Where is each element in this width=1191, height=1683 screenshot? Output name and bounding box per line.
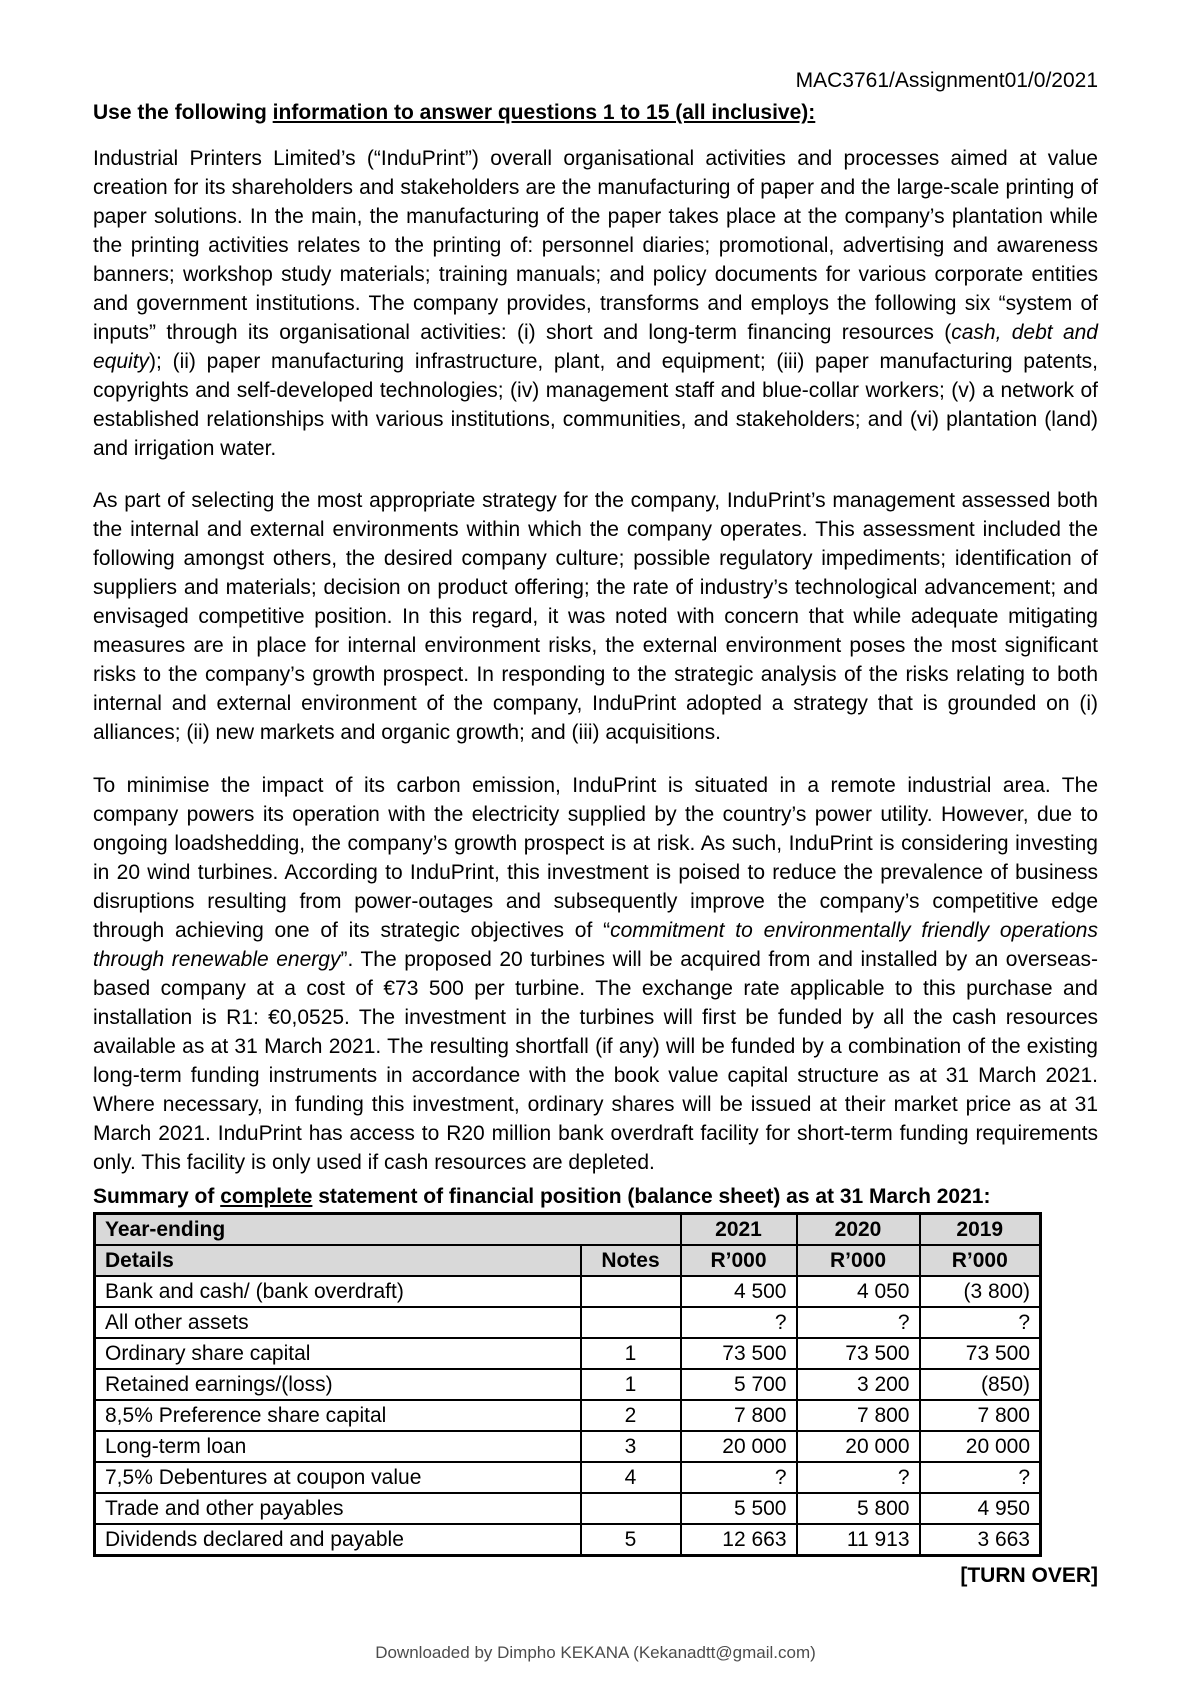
caption-suffix: statement of financial position (balance sheet) as at 31 March 2021: xyxy=(312,1185,991,1208)
details-cell: Trade and other payables xyxy=(95,1493,581,1524)
value-2021-cell: 73 500 xyxy=(681,1338,797,1369)
year-ending-header-cell: Year-ending xyxy=(95,1214,681,1246)
year-2019-header-cell: 2019 xyxy=(920,1214,1041,1246)
table-header-row-units xyxy=(95,1245,1041,1276)
units-2019-header-cell: R’000 xyxy=(920,1245,1041,1276)
paragraph-text-segment: To minimise the impact of its carbon emission, InduPrint is situated in a remote industrial area. The company powers its operation with the electricity supplied by the country’s power utility. However, due to ongoing loadshedding, the company’s growth prospect is at risk. As such, InduPrint is considering investing in 20 wind turbines. According to InduPrint, this investment is poised to reduce the prevalence of business disruptions resulting from power-outages and subsequently improve the company’s competitive edge through achieving one of its strategic objectives of “ xyxy=(93,774,1098,942)
value-2021-cell: 5 700 xyxy=(681,1369,797,1400)
value-2019-cell: 20 000 xyxy=(920,1431,1041,1462)
value-2021-cell: ? xyxy=(681,1462,797,1493)
paragraph xyxy=(93,771,1098,1177)
notes-cell: 2 xyxy=(581,1400,681,1431)
notes-cell: 5 xyxy=(581,1524,681,1556)
paragraph xyxy=(93,486,1098,747)
paragraph-italic-segment: cash, debt and equity xyxy=(93,321,1098,373)
paragraph-text-segment: ”. The proposed 20 turbines will be acquired from and installed by an overseas-based company at a cost of €73 500 per turbine. The exchange rate applicable to this purchase and installation is R1: €0,0525. The investment in the turbines will first be funded by all the cash resources available as at 31 March 2021. The resulting shortfall (if any) will be funded by a combination of the existing long-term funding instruments in accordance with the book value capital structure as at 31 March 2021. Where necessary, in funding this investment, ordinary shares will be issued at their market price as at 31 March 2021. InduPrint has access to R20 million bank overdraft facility for short-term funding requirements only. This facility is only used if cash resources are depleted. xyxy=(93,948,1098,1174)
paragraph-italic-segment: commitment to environmentally friendly operations through renewable energy xyxy=(93,919,1098,971)
notes-cell xyxy=(581,1307,681,1338)
caption-underlined-part: complete xyxy=(220,1185,313,1208)
details-cell: Bank and cash/ (bank overdraft) xyxy=(95,1276,581,1307)
table-row xyxy=(95,1276,1041,1307)
table-header-row-years xyxy=(95,1214,1041,1246)
caption-prefix: Summary of xyxy=(93,1185,221,1208)
table-row xyxy=(95,1431,1041,1462)
year-2020-header-cell: 2020 xyxy=(797,1214,920,1246)
value-2019-cell: 3 663 xyxy=(920,1524,1041,1556)
notes-cell: 4 xyxy=(581,1462,681,1493)
heading-prefix: Use the following xyxy=(93,101,273,124)
value-2021-cell: 12 663 xyxy=(681,1524,797,1556)
download-footer: Downloaded by Dimpho KEKANA (Kekanadtt@gmail.com) xyxy=(375,1643,816,1662)
table-row xyxy=(95,1338,1041,1369)
details-cell: Ordinary share capital xyxy=(95,1338,581,1369)
value-2020-cell: ? xyxy=(797,1462,920,1493)
value-2019-cell: ? xyxy=(920,1307,1041,1338)
details-cell: Dividends declared and payable xyxy=(95,1524,581,1556)
notes-cell xyxy=(581,1276,681,1307)
course-code-header: MAC3761/Assignment01/0/2021 xyxy=(795,69,1098,92)
value-2021-cell: 4 500 xyxy=(681,1276,797,1307)
table-caption xyxy=(93,1183,1098,1211)
value-2019-cell: ? xyxy=(920,1462,1041,1493)
table-row xyxy=(95,1493,1041,1524)
details-cell: Long-term loan xyxy=(95,1431,581,1462)
value-2019-cell: 73 500 xyxy=(920,1338,1041,1369)
value-2019-cell: (3 800) xyxy=(920,1276,1041,1307)
table-row xyxy=(95,1369,1041,1400)
year-2021-header-cell: 2021 xyxy=(681,1214,797,1246)
details-cell: 7,5% Debentures at coupon value xyxy=(95,1462,581,1493)
instructions-heading xyxy=(93,99,1098,126)
paragraph xyxy=(93,144,1098,463)
value-2020-cell: 7 800 xyxy=(797,1400,920,1431)
value-2020-cell: ? xyxy=(797,1307,920,1338)
details-cell: Retained earnings/(loss) xyxy=(95,1369,581,1400)
value-2021-cell: 20 000 xyxy=(681,1431,797,1462)
value-2020-cell: 73 500 xyxy=(797,1338,920,1369)
balance-sheet-table xyxy=(93,1212,1042,1557)
value-2020-cell: 3 200 xyxy=(797,1369,920,1400)
value-2020-cell: 11 913 xyxy=(797,1524,920,1556)
notes-cell: 3 xyxy=(581,1431,681,1462)
table-row xyxy=(95,1400,1041,1431)
paragraph-text-segment: ); (ii) paper manufacturing infrastructure, plant, and equipment; (iii) paper manufacturing patents, copyrights and self-developed technologies; (iv) management staff and blue-collar workers; (v) a network of established relationships with various institutions, communities, and stakeholders; and (vi) plantation (land) and irrigation water. xyxy=(93,350,1098,460)
details-cell: 8,5% Preference share capital xyxy=(95,1400,581,1431)
turn-over-label: [TURN OVER] xyxy=(960,1564,1098,1587)
paragraph-text-segment: As part of selecting the most appropriate strategy for the company, InduPrint’s management assessed both the internal and external environments within which the company operates. This assessment included the following amongst others, the desired company culture; possible regulatory impediments; identification of suppliers and materials; decision on product offering; the rate of industry’s technological advancement; and envisaged competitive position. In this regard, it was noted with concern that while adequate mitigating measures are in place for internal environment risks, the external environment poses the most significant risks to the company’s growth prospect. In responding to the strategic analysis of the risks relating to both internal and external environment of the company, InduPrint adopted a strategy that is grounded on (i) alliances; (ii) new markets and organic growth; and (iii) acquisitions. xyxy=(93,489,1098,744)
units-2021-header-cell: R’000 xyxy=(681,1245,797,1276)
notes-cell: 1 xyxy=(581,1338,681,1369)
notes-header-cell: Notes xyxy=(581,1245,681,1276)
table-row xyxy=(95,1307,1041,1338)
table-row xyxy=(95,1524,1041,1556)
notes-cell: 1 xyxy=(581,1369,681,1400)
value-2020-cell: 4 050 xyxy=(797,1276,920,1307)
details-cell: All other assets xyxy=(95,1307,581,1338)
value-2019-cell: 7 800 xyxy=(920,1400,1041,1431)
value-2020-cell: 5 800 xyxy=(797,1493,920,1524)
table-row xyxy=(95,1462,1041,1493)
value-2021-cell: ? xyxy=(681,1307,797,1338)
notes-cell xyxy=(581,1493,681,1524)
paragraph-text-segment: Industrial Printers Limited’s (“InduPrint”) overall organisational activities and processes aimed at value creation for its shareholders and stakeholders are the manufacturing of paper and the large-scale printing of paper solutions. In the main, the manufacturing of the paper takes place at the company’s plantation while the printing activities relates to the printing of: personnel diaries; promotional, advertising and awareness banners; workshop study materials; training manuals; and policy documents for various corporate entities and government institutions. The company provides, transforms and employs the following six “system of inputs” through its organisational activities: (i) short and long-term financing resources ( xyxy=(93,147,1098,344)
value-2019-cell: 4 950 xyxy=(920,1493,1041,1524)
units-2020-header-cell: R’000 xyxy=(797,1245,920,1276)
value-2019-cell: (850) xyxy=(920,1369,1041,1400)
value-2021-cell: 5 500 xyxy=(681,1493,797,1524)
details-header-cell: Details xyxy=(95,1245,581,1276)
value-2021-cell: 7 800 xyxy=(681,1400,797,1431)
heading-underlined-part: information to answer questions 1 to 15 (all inclusive): xyxy=(272,101,816,124)
value-2020-cell: 20 000 xyxy=(797,1431,920,1462)
